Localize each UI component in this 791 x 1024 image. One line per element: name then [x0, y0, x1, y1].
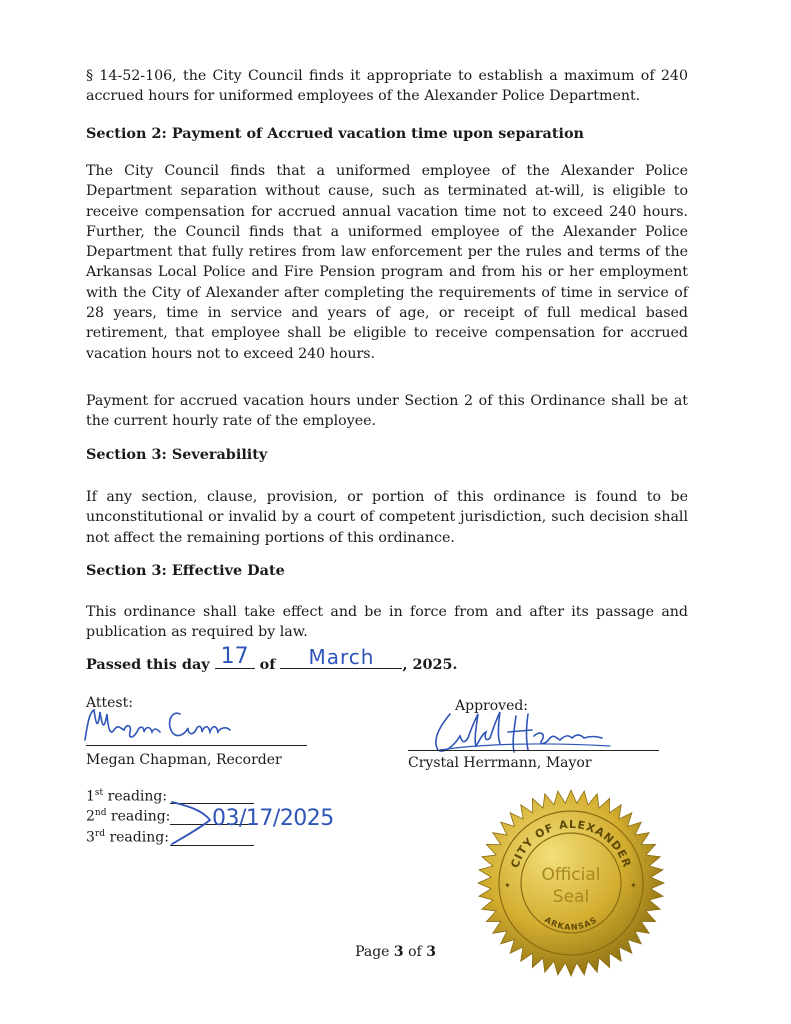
footer-page-total: 3 [426, 944, 436, 960]
first-reading-label: 1st reading: [86, 788, 168, 805]
seal-center-line-2: Seal [552, 887, 590, 907]
second-reading-label: 2nd reading: [86, 808, 171, 825]
passed-prefix: Passed this day [86, 656, 210, 673]
approved-signature-line [408, 750, 659, 751]
section-2-body-2 [86, 391, 688, 432]
attest-name: Megan Chapman, Recorder [86, 752, 282, 768]
handwritten-month: March [308, 645, 375, 669]
section-2-paragraph-1: The City Council finds that a uniformed employee of the Alexander Police Department separation without cause, such as terminated at-will, is eligible to receive compensation for accrued annual vacation time not to exceed 240 hours. Further, the Council finds that a uniformed employee of the Alexander Police Department that fully retires from law enforcement per the rules and terms of the Arkansas Local Police and Fire Pension program and from his or her employment with the City of Alexander after completing the requirements of time in service of 28 years, time in service and years of age, or receipt of full medical based retirement, that employee shall be eligible to receive compensation for accrued vacation hours not to exceed 240 hours. [86, 163, 688, 362]
approved-name: Crystal Herrmann, Mayor [408, 755, 592, 771]
section-2-heading: Section 2: Payment of Accrued vacation time upon separation [86, 125, 585, 142]
seal-ring-text: CITY OF ALEXANDER [508, 817, 634, 870]
reading-bracket-mark [168, 796, 216, 848]
intro-paragraph: § 14-52-106, the City Council finds it appropriate to establish a maximum of 240 accrued hours for uniformed employees of the Alexander Police Department. [86, 68, 688, 105]
intro-block [86, 66, 688, 107]
page-footer [0, 944, 791, 960]
section-2-body [86, 161, 688, 364]
seal-bottom-text: ARKANSAS [543, 915, 599, 932]
seal-right-star-icon: ✦ [630, 881, 637, 890]
section-3-severability-paragraph: If any section, clause, provision, or portion of this ordinance is found to be unconstitutional or invalid by a court of competent jurisdiction, such decision shall not affect the remaining portions of this ordinance. [86, 489, 688, 546]
section-3-effective-heading-block [86, 561, 688, 581]
handwritten-day: 17 [220, 644, 249, 669]
handwritten-reading-date: 03/17/2025 [212, 806, 334, 831]
third-reading-label: 3rd reading: [86, 829, 169, 846]
month-blank [280, 645, 402, 669]
attest-signature-mark [80, 700, 250, 750]
passed-of: of [259, 656, 276, 673]
section-3-effective-date-heading: Section 3: Effective Date [86, 562, 285, 579]
approved-label: Approved: [455, 698, 529, 714]
section-3-severability-heading: Section 3: Severability [86, 446, 268, 463]
seal-left-star-icon: ✦ [504, 881, 511, 890]
passed-line [86, 644, 458, 673]
seal-center-line-1: Official [541, 865, 601, 885]
day-blank [215, 644, 255, 669]
section-3-severability-heading-block [86, 445, 688, 465]
passed-year: , 2025. [402, 656, 458, 673]
section-2-paragraph-2: Payment for accrued vacation hours under Section 2 of this Ordinance shall be at the current hourly rate of the employee. [86, 393, 688, 430]
section-2-heading-block [86, 124, 688, 144]
attest-signature-line [86, 745, 307, 746]
section-3-severability-body [86, 487, 688, 548]
attest-label: Attest: [86, 695, 133, 711]
section-3-effective-date-paragraph: This ordinance shall take effect and be in force from and after its passage and publication as required by law. [86, 604, 688, 641]
footer-page-num: 3 [393, 944, 404, 960]
footer-page-prefix: Page [355, 944, 390, 960]
footer-of: of [408, 944, 422, 960]
section-3-effective-body [86, 602, 688, 643]
